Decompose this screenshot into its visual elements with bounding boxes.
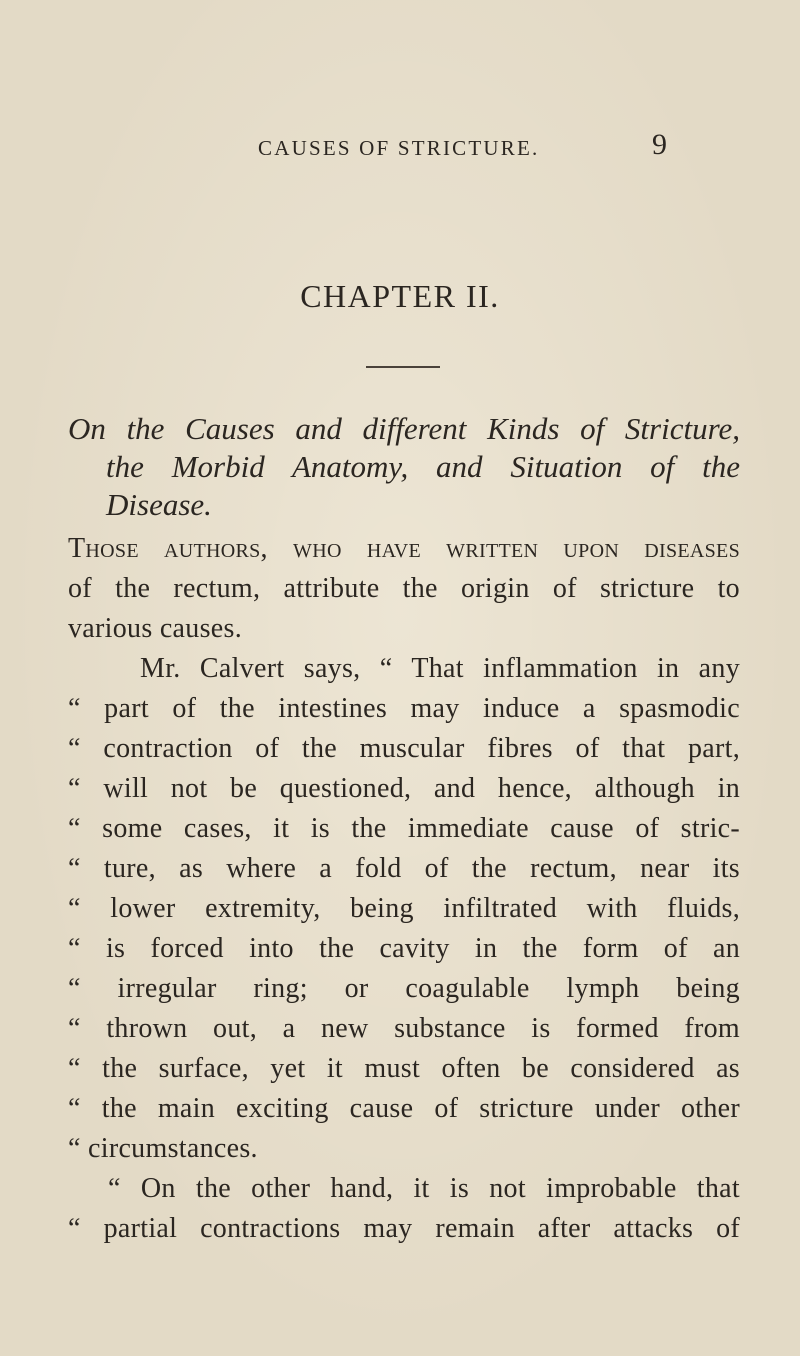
running-head: CAUSES OF STRICTURE. [258, 136, 540, 160]
title-rule [366, 366, 440, 368]
text-line: “ lower extremity, being infiltrated with fluids, [68, 893, 740, 924]
text-line: “ contraction of the muscular fibres of that part, [68, 733, 740, 764]
subtitle-line-2: the Morbid Anatomy, and Situation of the [106, 449, 740, 484]
text-line: “ On the other hand, it is not improbable that [108, 1173, 740, 1204]
text-line: “ ture, as where a fold of the rectum, near its [68, 853, 740, 884]
text-line: various causes. [68, 613, 243, 644]
text-line [68, 530, 740, 568]
text-line: “ thrown out, a new substance is formed from [68, 1013, 740, 1044]
subtitle-line-3: Disease. [106, 487, 212, 522]
subtitle-line-1: On the Causes and different Kinds of Stricture, [68, 411, 740, 446]
text-line: “ will not be questioned, and hence, although in [68, 773, 740, 804]
text-line: “ circumstances. [68, 1133, 258, 1164]
page-number: 9 [652, 128, 667, 161]
text-line: of the rectum, attribute the origin of stricture to [68, 573, 740, 604]
text-line: “ irregular ring; or coagulable lymph being [68, 973, 740, 1004]
chapter-title: CHAPTER II. [300, 278, 500, 314]
text-line: “ part of the intestines may induce a spasmodic [68, 693, 740, 724]
line-0-text: Those authors, who have written upon diseases [68, 533, 740, 564]
text-line: “ the surface, yet it must often be considered as [68, 1053, 740, 1084]
text-line: “ partial contractions may remain after attacks of [68, 1213, 740, 1244]
text-line: “ the main exciting cause of stricture under other [68, 1093, 740, 1124]
text-line: Mr. Calvert says, “ That inflammation in any [140, 653, 740, 684]
text-line: “ some cases, it is the immediate cause of stric- [68, 813, 740, 844]
text-line: “ is forced into the cavity in the form of an [68, 933, 740, 964]
